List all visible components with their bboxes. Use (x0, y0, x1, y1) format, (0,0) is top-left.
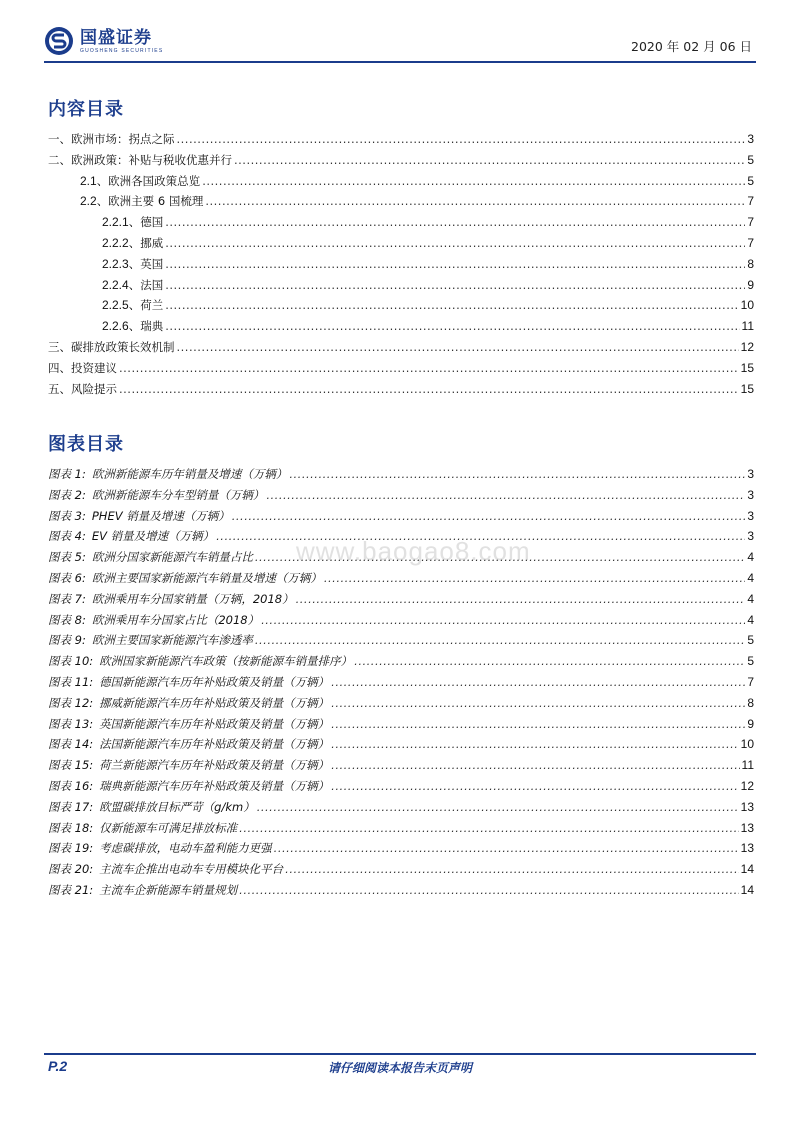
toc-entry-text (48, 339, 175, 355)
figure-label: 图表 1: (48, 467, 86, 481)
toc-entry-title: 、英国 (128, 256, 164, 271)
toc-page-number: 7 (747, 194, 754, 209)
figure-entry-text (48, 487, 264, 503)
dot-leader (296, 592, 746, 606)
figure-label: 图表 3: (48, 508, 86, 523)
dot-leader (331, 696, 745, 710)
figure-label: 图表 5: (48, 550, 86, 565)
toc-entry[interactable] (48, 235, 754, 256)
figure-title: 欧洲新能源车分车型销量（万辆） (91, 487, 265, 502)
footer-disclaimer: 请仔细阅读本报告末页声明 (327, 1061, 472, 1075)
figure-entry-text (48, 820, 237, 836)
figure-label: 图表 13: (48, 716, 94, 731)
toc-entry-text (102, 277, 163, 293)
toc-page-number: 7 (747, 235, 754, 250)
toc-entry-title: 一、欧洲市场：拐点之际 (48, 132, 175, 146)
dot-leader (165, 298, 738, 312)
figure-title: 挪威新能源汽车历年补贴政策及销量（万辆） (99, 695, 330, 710)
toc-entry-title: 、荷兰 (128, 298, 164, 313)
figure-entry-text (48, 861, 283, 877)
figure-title: EV 销量及增速（万辆） (91, 529, 215, 544)
figure-label: 图表 2: (48, 487, 86, 502)
dot-leader (331, 758, 739, 772)
toc-entry[interactable] (48, 277, 754, 298)
dot-leader (331, 779, 738, 793)
dot-leader (234, 153, 745, 167)
dot-leader (274, 841, 739, 855)
figure-entry-text (48, 716, 329, 732)
figure-entry[interactable] (48, 653, 754, 674)
toc-page-number: 12 (740, 339, 754, 354)
figure-label: 图表 17: (48, 799, 94, 814)
figure-page-number: 11 (741, 758, 754, 773)
figure-title: 欧洲主要国家新能源汽车销量及增速（万辆） (91, 570, 322, 585)
figure-title: 主流车企推出电动车专用模块化平台 (99, 862, 284, 877)
figure-page-number: 4 (747, 550, 754, 565)
figure-page-number: 3 (747, 529, 754, 544)
figure-label: 图表 9: (48, 633, 86, 648)
header-divider (44, 61, 756, 63)
dot-leader (119, 361, 739, 375)
figure-entry-text (48, 882, 237, 898)
figure-page-number: 4 (747, 591, 754, 606)
figure-title: 欧洲乘用车分国家销量（万辆，2018） (91, 591, 294, 606)
toc-entry-text (102, 318, 163, 334)
figure-entry[interactable] (48, 487, 754, 508)
figure-entry[interactable] (48, 820, 754, 841)
figure-entry-text (48, 508, 230, 524)
toc-entry[interactable] (48, 193, 754, 214)
figure-entry-text (48, 840, 272, 856)
dot-leader (354, 654, 745, 668)
figures-title: 图表目录 (48, 434, 124, 455)
figure-title: 欧洲国家新能源汽车政策（按新能源车销量排序） (99, 654, 353, 669)
figure-label: 图表 12: (48, 695, 94, 710)
toc-page-number: 9 (747, 277, 754, 292)
figure-entry-text (48, 591, 294, 607)
figure-label: 图表 6: (48, 570, 86, 585)
figure-title: 欧洲分国家新能源汽车销量占比 (91, 550, 253, 565)
figure-entry-text (48, 570, 322, 586)
figure-page-number: 5 (747, 633, 754, 648)
logo-chinese-name: 国盛证券 (80, 27, 152, 48)
dot-leader (202, 174, 745, 188)
figure-entry-text (48, 632, 253, 648)
toc-entry-number: 2.2.5 (102, 298, 129, 313)
figure-page-number: 13 (740, 841, 754, 856)
figure-entry-text (48, 695, 329, 711)
toc-entry-title: 、法国 (128, 277, 164, 292)
figure-title: PHEV 销量及增速（万辆） (91, 508, 230, 523)
toc-entry-text (80, 173, 200, 189)
dot-leader (266, 488, 745, 502)
dot-leader (261, 613, 745, 627)
dot-leader (324, 571, 745, 585)
figure-title: 欧盟碳排放目标严苛（g/km） (99, 799, 255, 814)
figure-label: 图表 16: (48, 778, 94, 793)
toc-entry-number: 2.2.1 (102, 215, 129, 230)
figure-page-number: 8 (747, 695, 754, 710)
figure-title: 仅新能源车可满足排放标准 (99, 820, 238, 835)
dot-leader (285, 862, 738, 876)
figure-entry-text (48, 612, 259, 628)
company-logo (44, 26, 163, 56)
figure-title: 荷兰新能源汽车历年补贴政策及销量（万辆） (99, 758, 330, 773)
figure-title: 英国新能源汽车历年补贴政策及销量（万辆） (99, 716, 330, 731)
toc-entry-title: 二、欧洲政策：补贴与税收优惠并行 (48, 152, 232, 167)
figure-title: 法国新能源汽车历年补贴政策及销量（万辆） (99, 737, 330, 752)
figure-label: 图表 4: (48, 529, 86, 544)
toc-entry-text (48, 381, 117, 397)
dot-leader (331, 737, 738, 751)
figure-entry[interactable] (48, 736, 754, 757)
toc-page-number: 3 (747, 132, 754, 146)
figure-entry[interactable] (48, 632, 754, 653)
figure-entry-text (48, 528, 214, 544)
toc-entry[interactable] (48, 297, 754, 318)
report-date: 2020 年 02 月 06 日 (631, 39, 752, 54)
figure-page-number: 7 (747, 674, 754, 689)
figure-entry[interactable] (48, 591, 754, 612)
figure-entry-text (48, 736, 329, 752)
figure-page-number: 13 (740, 799, 754, 814)
toc-entry-number: 2.1 (80, 173, 97, 188)
figure-label: 图表 7: (48, 591, 86, 606)
list-of-figures (48, 466, 754, 903)
toc-page-number: 15 (740, 381, 754, 396)
toc-page-number: 11 (741, 319, 754, 334)
figure-entry[interactable] (48, 570, 754, 591)
figure-entry-text (48, 653, 352, 669)
toc-page-number: 8 (747, 256, 754, 271)
toc-entry-number: 2.2 (80, 194, 97, 209)
dot-leader (165, 236, 745, 250)
toc-entry[interactable] (48, 173, 754, 194)
dot-leader (165, 257, 745, 271)
dot-leader (205, 194, 745, 208)
toc-entry-number: 2.2.3 (102, 256, 129, 271)
dot-leader (255, 633, 745, 647)
figure-label: 图表 19: (48, 841, 94, 856)
dot-leader (165, 319, 739, 333)
toc-entry-text (102, 297, 163, 313)
dot-leader (331, 675, 745, 689)
figure-label: 图表 21: (48, 882, 94, 897)
dot-leader (165, 215, 745, 229)
toc-entry-text (48, 360, 117, 376)
dot-leader (119, 382, 739, 396)
toc-entry-text (102, 235, 163, 251)
toc-entry-text (48, 152, 232, 168)
toc-entry-text (102, 214, 163, 230)
figure-entry[interactable] (48, 861, 754, 882)
page-number: P.2 (48, 1058, 68, 1074)
page-header (44, 24, 756, 60)
figure-page-number: 14 (740, 862, 754, 877)
figure-page-number: 5 (747, 654, 754, 669)
dot-leader (232, 509, 746, 523)
toc-entry-title: 五、风险提示 (48, 381, 117, 396)
figure-title: 欧洲乘用车分国家占比（2018） (91, 612, 260, 627)
toc-entry-title: 、挪威 (128, 235, 164, 250)
toc-entry-title: 、德国 (128, 215, 164, 230)
toc-page-number: 7 (747, 215, 754, 230)
toc-entry-text (102, 256, 163, 272)
logo-english-name: GUOSHENG SECURITIES (80, 47, 164, 54)
toc-entry[interactable] (48, 152, 754, 173)
figure-page-number: 9 (747, 716, 754, 731)
figure-entry-text (48, 799, 255, 815)
figure-entry[interactable] (48, 757, 754, 778)
figure-label: 图表 14: (48, 737, 94, 752)
figure-title: 考虑碳排放，电动车盈利能力更强 (99, 841, 272, 856)
toc-entry-title: 三、碳排放政策长效机制 (48, 339, 175, 354)
figure-label: 图表 11: (48, 674, 94, 689)
dot-leader (177, 340, 739, 354)
dot-leader (239, 821, 738, 835)
figure-page-number: 3 (747, 508, 754, 523)
dot-leader (239, 883, 738, 897)
toc-entry-text (80, 193, 203, 209)
figure-entry[interactable] (48, 674, 754, 695)
toc-entry-title: 、欧洲主要 6 国梳理 (96, 194, 204, 209)
figure-entry[interactable] (48, 799, 754, 820)
toc-entry[interactable] (48, 318, 754, 339)
figure-entry[interactable] (48, 612, 754, 633)
figure-entry[interactable] (48, 508, 754, 529)
toc-entry[interactable] (48, 214, 754, 235)
figure-title: 瑞典新能源汽车历年补贴政策及销量（万辆） (99, 778, 330, 793)
figure-page-number: 13 (740, 820, 754, 835)
toc-page-number: 5 (747, 152, 754, 167)
figure-entry-text (48, 674, 329, 690)
toc-entry[interactable] (48, 381, 754, 402)
toc-entry[interactable] (48, 131, 754, 152)
figure-entry[interactable] (48, 882, 754, 903)
figure-title: 欧洲新能源车历年销量及增速（万辆） (91, 467, 288, 481)
figure-entry[interactable] (48, 778, 754, 799)
toc-entry[interactable] (48, 256, 754, 277)
figure-entry-text (48, 778, 329, 794)
figure-page-number: 3 (747, 467, 754, 481)
toc-entry-title: 、瑞典 (128, 319, 164, 334)
toc-entry-number: 2.2.2 (102, 235, 129, 250)
toc-entry-text (48, 131, 175, 147)
contents-title: 内容目录 (48, 99, 124, 120)
figure-label: 图表 15: (48, 758, 94, 773)
figure-title: 欧洲主要国家新能源汽车渗透率 (91, 633, 253, 648)
figure-entry-text (48, 549, 253, 565)
figure-page-number: 10 (740, 737, 754, 752)
toc-entry-title: 、欧洲各国政策总览 (96, 173, 201, 188)
guosheng-logo-icon (44, 26, 74, 56)
figure-label: 图表 10: (48, 654, 94, 669)
toc-page-number: 15 (740, 360, 754, 375)
dot-leader (165, 278, 745, 292)
dot-leader (257, 800, 739, 814)
table-of-contents (48, 131, 754, 401)
figure-page-number: 4 (747, 612, 754, 627)
figure-title: 主流车企新能源车销量规划 (99, 882, 238, 897)
toc-page-number: 10 (740, 298, 754, 313)
dot-leader (177, 132, 746, 146)
figure-page-number: 12 (740, 778, 754, 793)
dot-leader (289, 467, 745, 481)
toc-entry-title: 四、投资建议 (48, 360, 117, 375)
figure-entry[interactable] (48, 840, 754, 861)
figure-entry-text (48, 757, 329, 773)
figure-entry[interactable] (48, 716, 754, 737)
figure-title: 德国新能源汽车历年补贴政策及销量（万辆） (99, 674, 330, 689)
toc-page-number: 5 (747, 173, 754, 188)
figure-page-number: 3 (747, 487, 754, 502)
figure-label: 图表 20: (48, 862, 94, 877)
figure-page-number: 14 (740, 882, 754, 897)
figure-label: 图表 8: (48, 612, 86, 627)
figure-entry-text (48, 466, 287, 482)
toc-entry-number: 2.2.4 (102, 277, 129, 292)
footer-divider (44, 1053, 756, 1055)
figure-entry[interactable] (48, 695, 754, 716)
toc-entry[interactable] (48, 339, 754, 360)
figure-entry[interactable] (48, 466, 754, 487)
toc-entry-number: 2.2.6 (102, 319, 129, 334)
figure-label: 图表 18: (48, 820, 94, 835)
toc-entry[interactable] (48, 360, 754, 381)
figure-page-number: 4 (747, 570, 754, 585)
dot-leader (331, 717, 745, 731)
watermark: www.baogao8.com (296, 536, 531, 566)
